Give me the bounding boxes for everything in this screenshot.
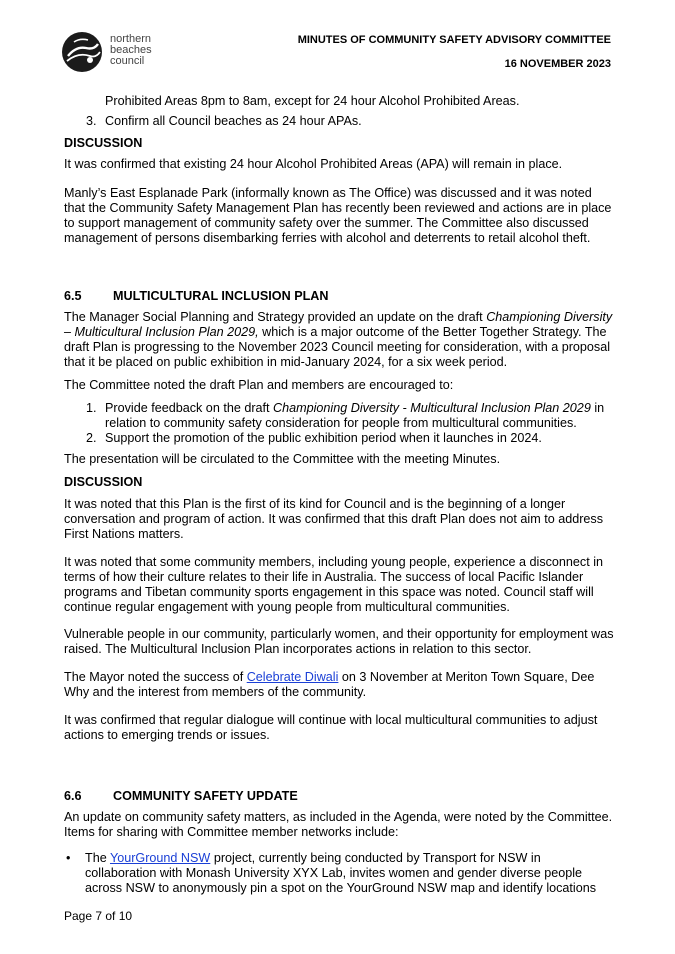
discussion-paragraph: The Mayor noted the success of Celebrate Diwali on 3 November at Meriton Town Square, Dee Why and the interest from members of the community. (64, 670, 595, 699)
council-logo-icon (60, 30, 104, 74)
discussion-paragraph: It was noted that some community members, including young people, experience a disconnect in terms of how their culture relates to their life in Australia. The success of local Pacific Islander programs and Tibetan community sports engagement in this space was noted. Council staff will continue regular engagement with young people from multicultural communities. (64, 555, 604, 614)
section-intro-paragraph: An update on community safety matters, as included in the Agenda, were noted by the Committee. Items for sharing with Committee member networks include: (64, 810, 613, 839)
page-number: Page 7 of 10 (64, 909, 133, 923)
section-intro-paragraph: The Manager Social Planning and Strategy provided an update on the draft Championing Diversity – Multicultural Inclusion Plan 2029, which is a major outcome of the Better Together Strategy. The draft Plan is progressing to the November 2023 Council meeting for consideration, with a proposal that it be placed on public exhibition in mid-January 2024, for a six week period. (64, 310, 613, 369)
meeting-date: 16 NOVEMBER 2023 (504, 58, 611, 70)
council-logo-wordmark (110, 34, 152, 67)
yourground-nsw-link[interactable]: YourGround NSW (109, 851, 211, 865)
discussion-paragraph: Vulnerable people in our community, particularly women, and their opportunity for employment was raised. The Multicultural Inclusion Plan incorporates actions in relation to this sector. (64, 627, 614, 656)
celebrate-diwali-link[interactable]: Celebrate Diwali (246, 670, 339, 684)
logo-line-1: northern (110, 33, 151, 45)
logo-line-3: council (110, 55, 145, 67)
bullet-icon: • (66, 851, 71, 865)
section-heading-6-6: 6.6 COMMUNITY SAFETY UPDATE (64, 789, 298, 803)
discussion-paragraph: It was confirmed that existing 24 hour Alcohol Prohibited Areas (APA) will remain in place. (64, 157, 563, 171)
document-page: northern beaches council MINUTES OF COMMUNITY SAFETY ADVISORY COMMITTEE 16 NOVEMBER 2023 Prohibited Areas 8pm to 8am, except for 24 hour Alcohol Prohibited Areas. 3. Confirm all Council beaches as 24 hour APAs. DISCUSSION It was confirmed that existing 24 hour Alcohol Prohibited Areas (APA) will remain in place. Manly’s East Esplanade Park (informally known as The Office) was discussed and it was noted that the Community Safety Management Plan has recently been reviewed and actions are in place to support management of community safety over the summer. The Committee also discussed management of persons disembarking ferries with alcohol and deterrents to retail alcohol theft. 6.5 MULTICULTURAL INCLUSION PLAN The Manager Social Planning and Strategy provided an update on the draft Championing Diversity – Multicultural Inclusion Plan 2029, which is a major outcome of the Better Together Strategy. The draft Plan is progressing to the November 2023 Council meeting for consideration, with a proposal that it be placed on public exhibition in mid-January 2024, for a six week period. The Committee noted the draft Plan and members are encouraged to: 1. Provide feedback on the draft Championing Diversity - Multicultural Inclusion Plan 2029 in relation to community safety consideration for people from multicultural communities. 2. Support the promotion of the public exhibition period when it launches in 2024. The presentation will be circulated to the Committee with the meeting Minutes. DISCUSSION It was noted that this Plan is the first of its kind for Council and is the beginning of a longer conversation and program of action. It was confirmed that this draft Plan does not aim to address First Nations matters. It was noted that some community members, including young people, experience a disconnect in terms of how their culture relates to their life in Australia. The success of local Pacific Islander programs and Tibetan community sports engagement in this space was noted. Council staff will continue regular engagement with young people from multicultural communities. Vulnerable people in our community, particularly women, and their opportunity for employment was raised. The Multicultural Inclusion Plan incorporates actions in relation to this sector. The Mayor noted the success of Celebrate Diwali on 3 November at Meriton Town Square, Dee Why and the interest from members of the community. It was confirmed that regular dialogue will continue with local multicultural communities to adjust actions to emerging trends or issues. 6.6 COMMUNITY SAFETY UPDATE An update on community safety matters, as included in the Agenda, were noted by the Committee. Items for sharing with Committee member networks include: • The YourGround NSW project, currently being conducted by Transport for NSW in collaboration with Monash University XYX Lab, invites women and gender diverse people across NSW to anonymously pin a spot on the YourGround NSW map and identify locations Page 7 of 10 (0, 0, 675, 954)
discussion-paragraph: Manly’s East Esplanade Park (informally known as The Office) was discussed and it was noted that the Community Safety Management Plan has recently been reviewed and actions are in place to support management of community safety over the summer. The Committee also discussed management of persons disembarking ferries with alcohol and deterrents to retail alcohol theft. (64, 186, 612, 245)
section-heading-6-5: 6.5 MULTICULTURAL INCLUSION PLAN (64, 289, 329, 303)
discussion-paragraph: It was confirmed that regular dialogue will continue with local multicultural communities to adjust actions to emerging trends or issues. (64, 713, 598, 742)
discussion-heading: DISCUSSION (64, 475, 143, 489)
document-title: MINUTES OF COMMUNITY SAFETY ADVISORY COMMITTEE (297, 34, 611, 46)
discussion-paragraph: It was noted that this Plan is the first of its kind for Council and is the beginning of a longer conversation and program of action. It was confirmed that this draft Plan does not aim to address First Nations matters. (64, 497, 604, 541)
council-logo (60, 30, 170, 75)
presentation-note: The presentation will be circulated to the Committee with the meeting Minutes. (64, 452, 501, 466)
committee-noted: The Committee noted the draft Plan and members are encouraged to: (64, 378, 454, 392)
logo-line-2: beaches (110, 44, 152, 56)
discussion-heading: DISCUSSION (64, 136, 143, 150)
